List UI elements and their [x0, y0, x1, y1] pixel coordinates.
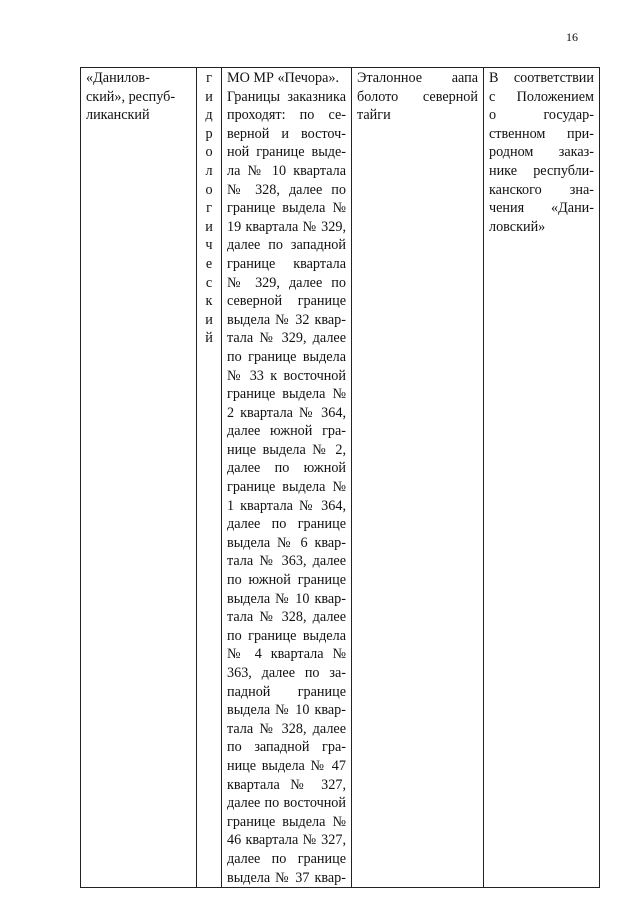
description-line: верной и восточ- — [227, 125, 346, 142]
type-char: й — [205, 330, 213, 347]
description-line: далее по западной — [227, 237, 346, 254]
description-line: 19 квартала № 329, — [227, 218, 346, 235]
cell-name — [81, 68, 197, 888]
description-line: северной границе — [227, 293, 346, 310]
basis-line: ловский» — [489, 218, 546, 235]
description-line: № 33 к восточной — [227, 367, 346, 384]
description-line: тала № 328, далее — [227, 720, 346, 737]
name-line: «Данилов- — [86, 70, 150, 86]
basis-line: родном заказ- — [489, 144, 594, 161]
description-line: нице выдела № 2, — [227, 441, 346, 458]
description-line: квартала № 327, — [227, 776, 346, 793]
description-line: по южной границе — [227, 572, 346, 589]
table-row — [81, 68, 600, 888]
description-line: 2 квартала № 364, — [227, 404, 346, 421]
description-line: границе выдела № — [227, 200, 346, 217]
name-line: ский», респуб- — [86, 88, 176, 105]
description-line: границе выдела № — [227, 479, 346, 496]
description-line: 363, далее по за- — [227, 665, 346, 681]
basis-line: В соответствии — [489, 70, 594, 86]
page-number: 16 — [566, 30, 578, 44]
type-char: л — [205, 162, 213, 179]
basis-line: ственном при- — [489, 125, 594, 142]
basis-line: чения «Дани- — [489, 200, 594, 217]
type-char: и — [205, 311, 213, 328]
cell-type-vertical — [197, 68, 222, 888]
cell-description — [222, 68, 352, 888]
description-line: ной границе выде- — [227, 144, 346, 161]
type-char: ч — [205, 237, 213, 254]
description-line: выдела № 10 квар- — [227, 590, 346, 607]
value-line: болото северной — [357, 88, 478, 105]
description-line: по границе выдела — [227, 627, 346, 644]
basis-line: с Положением — [489, 88, 594, 105]
document-table — [80, 67, 600, 888]
type-char: и — [205, 88, 213, 105]
type-char: о — [205, 144, 213, 161]
description-line: границе выдела № — [227, 813, 346, 830]
description-line: проходят: по се- — [227, 107, 346, 124]
description-line: далее по восточной — [227, 795, 346, 812]
description-line: по западной гра- — [227, 739, 346, 756]
type-char: г — [206, 200, 212, 217]
type-char: и — [205, 218, 213, 235]
cell-basis — [484, 68, 600, 888]
description-line: 1 квартала № 364, — [227, 497, 346, 514]
description-line: ла № 10 квартала — [227, 162, 346, 179]
type-char: р — [205, 125, 213, 142]
description-line: нице выдела № 47 — [227, 757, 346, 774]
description-line: МО МР «Печора». — [227, 70, 340, 86]
type-char: д — [205, 107, 213, 124]
description-line: далее по границе — [227, 516, 346, 533]
type-char: о — [205, 181, 213, 198]
description-line: границе выдела № — [227, 386, 346, 403]
value-line: тайги — [357, 107, 391, 124]
basis-line: канского зна- — [489, 181, 594, 198]
description-line: № 329, далее по — [227, 274, 346, 291]
description-line: 46 квартала № 327, — [227, 832, 346, 849]
description-line: выдела № 32 квар- — [227, 311, 346, 328]
description-line: № 4 квартала № — [227, 646, 346, 663]
description-line: тала № 363, далее — [227, 553, 346, 570]
basis-line: о государ- — [489, 107, 594, 124]
type-char: к — [205, 293, 213, 310]
name-line: ликанский — [86, 107, 150, 124]
type-char: г — [206, 70, 212, 86]
cell-value — [352, 68, 484, 888]
description-line: далее по границе — [227, 850, 346, 867]
description-line: выдела № 6 квар- — [227, 534, 346, 551]
basis-line: нике республи- — [489, 162, 594, 179]
value-line: Эталонное аапа — [357, 70, 478, 86]
description-line: Границы заказника — [227, 88, 346, 105]
description-line: № 328, далее по — [227, 181, 346, 198]
description-line: тала № 329, далее — [227, 330, 346, 347]
description-line: падной границе — [227, 683, 346, 700]
description-line: тала № 328, далее — [227, 609, 346, 626]
type-char: е — [205, 255, 213, 272]
type-char: с — [205, 274, 213, 291]
description-line: далее по южной — [227, 460, 346, 477]
description-line: далее южной гра- — [227, 423, 346, 440]
description-line: выдела № 10 квар- — [227, 702, 346, 719]
description-line: границе квартала — [227, 255, 346, 272]
description-line: выдела № 37 квар- — [227, 869, 346, 886]
description-line: по границе выдела — [227, 348, 346, 365]
